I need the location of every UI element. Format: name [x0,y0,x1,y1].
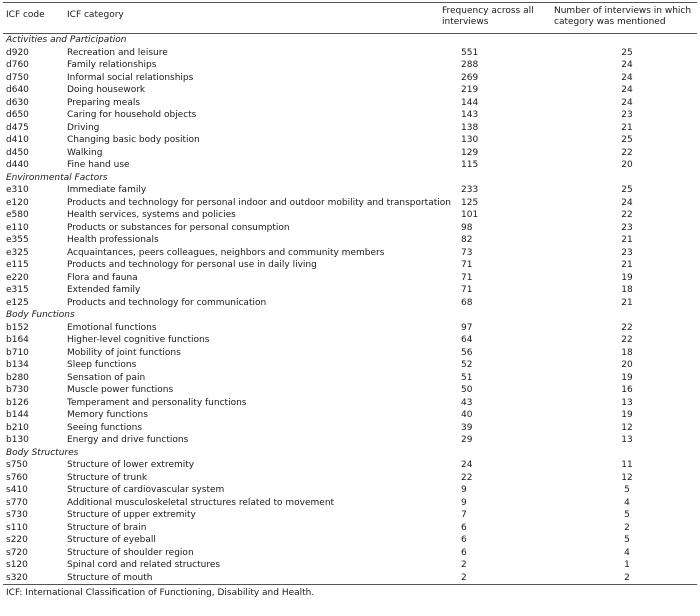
frequency-cell: 39 [461,422,473,433]
frequency-cell: 82 [461,235,473,245]
interviews-cell: 22 [621,210,633,220]
table-row [3,547,697,560]
icf-category-cell: Flora and fauna [67,272,138,283]
icf-category-cell: Structure of lower extremity [67,460,195,470]
icf-code-cell: s320 [6,572,28,583]
icf-code-cell: b134 [6,360,29,370]
table-row [3,147,697,160]
icf-category-cell: Products or substances for personal consumption [67,222,290,233]
frequency-cell: 71 [461,260,473,270]
icf-category-cell: Memory functions [67,410,148,420]
footnote: ICF: International Classification of Functioning, Disability and Health. [6,588,315,598]
frequency-cell: 73 [461,247,473,258]
frequency-cell: 269 [461,72,479,83]
section-title: Body Structures [6,447,79,458]
icf-category-cell: Structure of brain [67,522,147,533]
icf-code-cell: s750 [6,460,28,470]
icf-category-cell: Muscle power functions [67,385,174,395]
frequency-cell: 68 [461,297,473,308]
table-row [3,84,697,97]
icf-code-cell: s720 [6,547,28,558]
icf-code-cell: d650 [6,110,29,120]
table-row [3,122,697,135]
icf-category-cell: Structure of upper extremity [67,510,196,520]
icf-code-cell: d920 [6,47,29,58]
icf-category-cell: Family relationships [67,60,157,70]
table-body [3,34,697,584]
table-row [3,484,697,497]
icf-code-cell: b164 [6,335,29,345]
frequency-cell: 6 [461,522,467,533]
icf-code-cell: e120 [6,197,29,208]
interviews-cell: 25 [621,135,633,145]
table-row [3,209,697,222]
frequency-cell: 50 [461,385,473,395]
icf-category-cell: Products and technology for personal use in daily living [67,260,317,270]
table-row [3,534,697,547]
table-row [3,272,697,285]
icf-code-cell: e355 [6,235,29,245]
icf-category-cell: Structure of mouth [67,572,153,583]
interviews-cell: 22 [621,147,633,158]
icf-code-cell: s410 [6,485,28,495]
table-row [3,59,697,72]
table-row [3,322,697,335]
interviews-cell: 5 [624,535,630,545]
header-icf-category: ICF category [67,10,124,20]
section-title: Body Functions [6,310,75,320]
interviews-cell: 21 [621,235,633,245]
table-row [3,334,697,347]
table-row [3,197,697,210]
icf-code-cell: e110 [6,222,29,233]
table-header [3,3,697,33]
table-row [3,472,697,485]
table-row [3,347,697,360]
table-row [3,459,697,472]
icf-category-cell: Structure of shoulder region [67,547,194,558]
icf-category-cell: Health professionals [67,235,159,245]
table-row [3,234,697,247]
section-title: Environmental Factors [6,172,108,183]
table-row [3,134,697,147]
table-row [3,72,697,85]
frequency-cell: 144 [461,97,479,108]
frequency-cell: 51 [461,372,473,383]
icf-code-cell: d640 [6,85,29,95]
interviews-cell: 19 [621,272,633,283]
icf-category-cell: Seeing functions [67,422,143,433]
interviews-cell: 19 [621,410,633,420]
interviews-cell: 4 [624,497,630,508]
icf-category-cell: Mobility of joint functions [67,347,181,358]
table-row [3,384,697,397]
icf-code-cell: e580 [6,210,29,220]
icf-category-cell: Acquaintances, peers colleagues, neighbors and community members [67,247,385,258]
interviews-cell: 21 [621,122,633,133]
icf-code-cell: d450 [6,147,29,158]
interviews-cell: 2 [624,572,630,583]
icf-code-cell: d630 [6,97,29,108]
icf-code-cell: b710 [6,347,29,358]
frequency-cell: 98 [461,222,473,233]
icf-category-cell: Products and technology for communication [67,297,267,308]
section-title: Activities and Participation [6,35,127,45]
icf-code-cell: b126 [6,397,29,408]
header-frequency: Frequency across all interviews [442,6,534,27]
frequency-cell: 115 [461,160,479,170]
table-row [3,259,697,272]
icf-category-cell: Extended family [67,285,141,295]
frequency-cell: 9 [461,497,467,508]
table-row [3,184,697,197]
icf-code-cell: b152 [6,322,29,333]
frequency-cell: 6 [461,535,467,545]
icf-category-cell: Walking [67,147,103,158]
icf-category-cell: Recreation and leisure [67,47,168,58]
icf-code-cell: s110 [6,522,28,533]
table-row [3,397,697,410]
icf-code-cell: b280 [6,372,29,383]
interviews-cell: 22 [621,335,633,345]
icf-category-cell: Driving [67,122,100,133]
frequency-cell: 40 [461,410,473,420]
interviews-cell: 23 [621,110,633,120]
table-row [3,509,697,522]
frequency-cell: 64 [461,335,473,345]
frequency-cell: 138 [461,122,479,133]
frequency-cell: 71 [461,272,473,283]
interviews-cell: 5 [624,510,630,520]
icf-category-cell: Emotional functions [67,322,157,333]
icf-category-cell: Sleep functions [67,360,137,370]
icf-code-cell: d440 [6,160,29,170]
icf-category-cell: Doing housework [67,85,146,95]
frequency-cell: 125 [461,197,479,208]
table-row [3,422,697,435]
icf-code-cell: b130 [6,435,29,445]
icf-category-cell: Immediate family [67,185,147,195]
frequency-cell: 233 [461,185,479,195]
icf-code-cell: e115 [6,260,29,270]
frequency-cell: 71 [461,285,473,295]
frequency-cell: 97 [461,322,473,333]
interviews-cell: 24 [621,72,633,83]
icf-category-cell: Preparing meals [67,97,141,108]
interviews-cell: 18 [621,347,633,358]
table-row [3,222,697,235]
interviews-cell: 13 [621,397,633,408]
frequency-cell: 22 [461,472,473,483]
table-row [3,97,697,110]
icf-code-cell: s220 [6,535,28,545]
icf-code-cell: s770 [6,497,28,508]
interviews-cell: 22 [621,322,633,333]
interviews-cell: 21 [621,260,633,270]
interviews-cell: 20 [621,360,633,370]
interviews-cell: 25 [621,47,633,58]
frequency-cell: 288 [461,60,479,70]
interviews-cell: 24 [621,197,633,208]
frequency-cell: 2 [461,572,467,583]
table-row [3,109,697,122]
table-row [3,159,697,172]
icf-code-cell: e315 [6,285,29,295]
interviews-cell: 13 [621,435,633,445]
table-row [3,434,697,447]
frequency-cell: 551 [461,47,479,58]
table-row [3,522,697,535]
interviews-cell: 12 [621,422,633,433]
interviews-cell: 21 [621,297,633,308]
interviews-cell: 19 [621,372,633,383]
icf-code-cell: d475 [6,122,29,133]
icf-category-cell: Products and technology for personal indoor and outdoor mobility and transportation [67,197,451,208]
icf-category-cell: Informal social relationships [67,72,194,83]
interviews-cell: 5 [624,485,630,495]
frequency-cell: 219 [461,85,479,95]
icf-category-cell: Structure of eyeball [67,535,156,545]
table-row [3,359,697,372]
frequency-cell: 29 [461,435,473,445]
icf-category-cell: Structure of cardiovascular system [67,485,225,495]
icf-category-cell: Caring for household objects [67,110,197,120]
icf-category-cell: Sensation of pain [67,372,146,383]
interviews-cell: 2 [624,522,630,533]
icf-category-cell: Fine hand use [67,160,130,170]
frequency-cell: 7 [461,510,467,520]
interviews-cell: 20 [621,160,633,170]
interviews-cell: 18 [621,285,633,295]
interviews-cell: 11 [621,460,633,470]
table-row [3,572,697,585]
table-row [3,559,697,572]
table-row [3,497,697,510]
interviews-cell: 24 [621,60,633,70]
header-interviews: Number of interviews in which category was mentioned [554,6,692,27]
table-row [3,284,697,297]
icf-category-cell: Changing basic body position [67,135,200,145]
header-icf-code: ICF code [6,10,45,20]
icf-category-cell: Energy and drive functions [67,435,189,445]
frequency-cell: 6 [461,547,467,558]
frequency-cell: 52 [461,360,473,370]
icf-code-cell: e220 [6,272,29,283]
icf-table [3,0,697,599]
frequency-cell: 9 [461,485,467,495]
frequency-cell: 56 [461,347,473,358]
icf-code-cell: d750 [6,72,29,83]
icf-code-cell: e325 [6,247,29,258]
icf-code-cell: e125 [6,297,29,308]
table-row [3,247,697,260]
interviews-cell: 1 [624,560,630,570]
interviews-cell: 24 [621,97,633,108]
table-row [3,47,697,60]
icf-category-cell: Structure of trunk [67,472,148,483]
icf-code-cell: d410 [6,135,29,145]
frequency-cell: 24 [461,460,473,470]
icf-code-cell: d760 [6,60,29,70]
interviews-cell: 16 [621,385,633,395]
icf-code-cell: s760 [6,472,28,483]
table-row [3,372,697,385]
interviews-cell: 24 [621,85,633,95]
icf-code-cell: b144 [6,410,29,420]
frequency-cell: 101 [461,210,479,220]
table-row [3,409,697,422]
frequency-cell: 130 [461,135,479,145]
icf-code-cell: b210 [6,422,29,433]
icf-code-cell: s120 [6,560,28,570]
icf-category-cell: Additional musculoskeletal structures related to movement [67,497,335,508]
frequency-cell: 2 [461,560,467,570]
frequency-cell: 129 [461,147,479,158]
icf-code-cell: b730 [6,385,29,395]
icf-category-cell: Health services, systems and policies [67,210,236,220]
interviews-cell: 23 [621,247,633,258]
interviews-cell: 12 [621,472,633,483]
interviews-cell: 25 [621,185,633,195]
icf-category-cell: Higher-level cognitive functions [67,335,210,345]
icf-category-cell: Spinal cord and related structures [67,560,221,570]
frequency-cell: 43 [461,397,473,408]
icf-code-cell: s730 [6,510,28,520]
frequency-cell: 143 [461,110,479,120]
icf-category-cell: Temperament and personality functions [67,397,247,408]
icf-code-cell: e310 [6,185,29,195]
interviews-cell: 23 [621,222,633,233]
interviews-cell: 4 [624,547,630,558]
table-row [3,297,697,310]
